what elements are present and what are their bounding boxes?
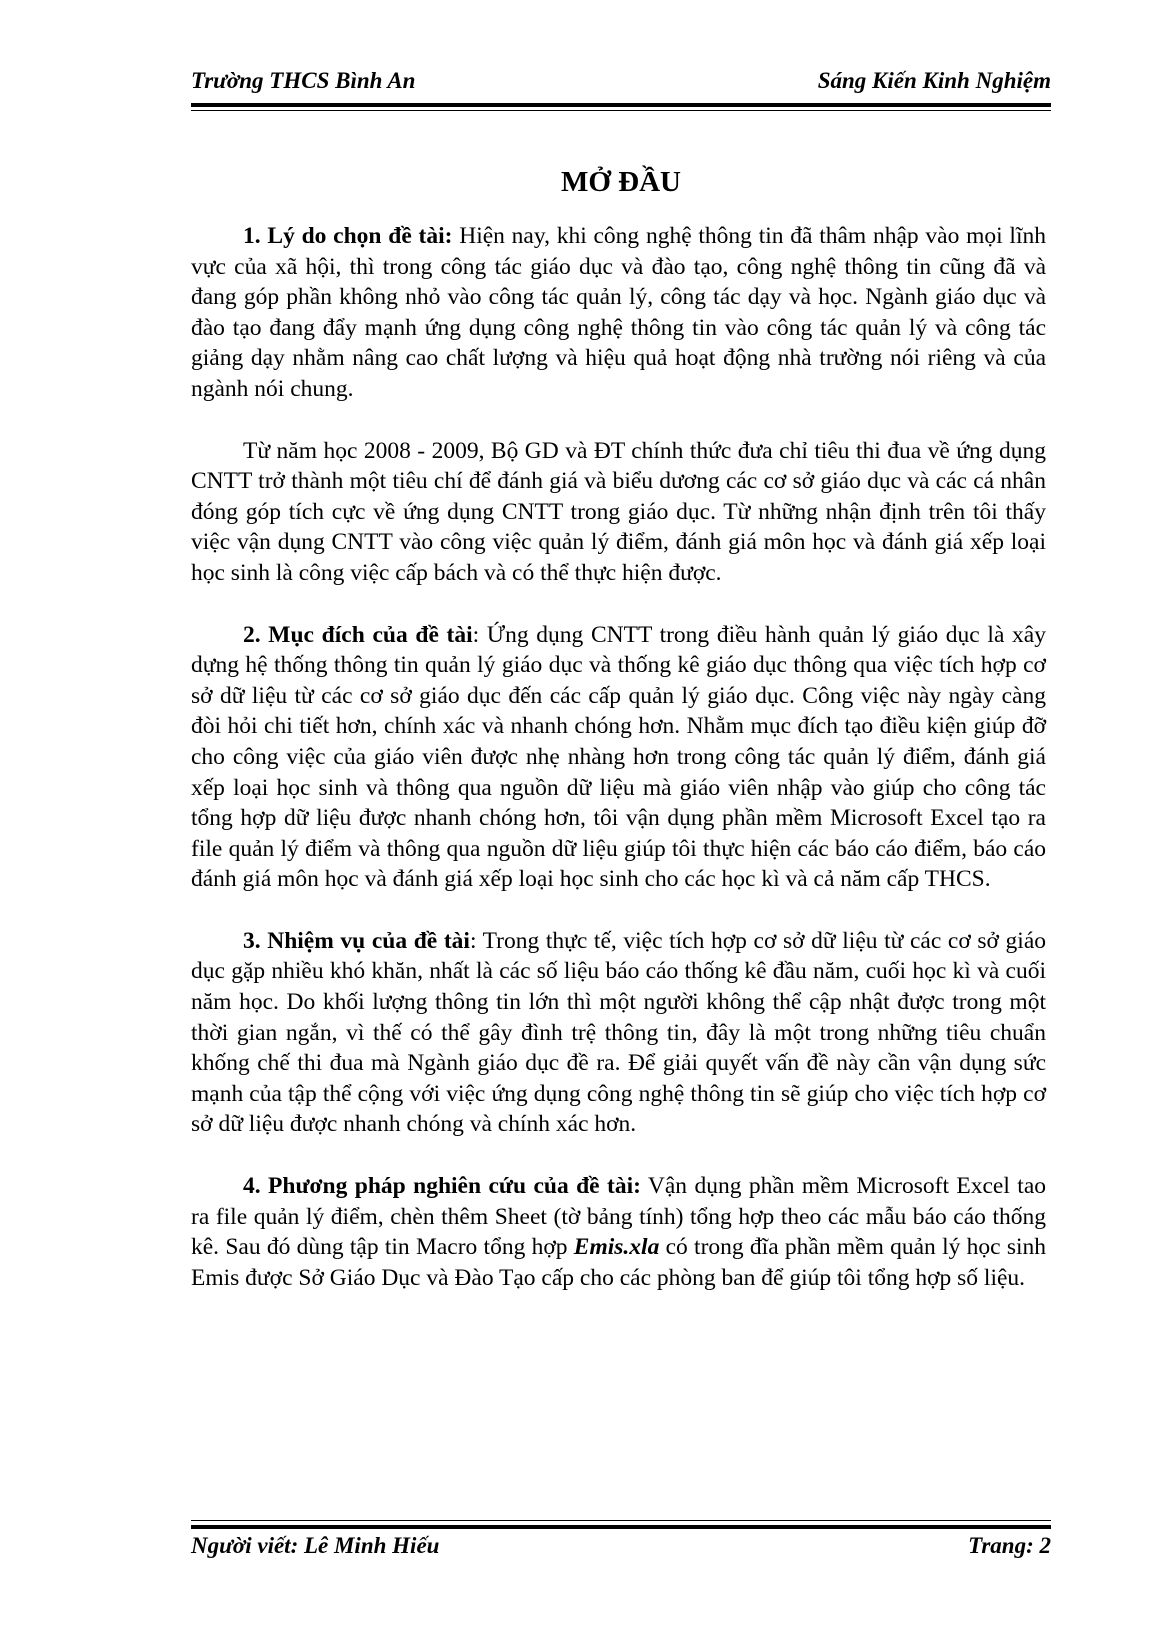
page-number: Trang: 2 <box>968 1533 1051 1558</box>
text-purpose: : Ứng dụng CNTT trong điều hành quản lý giáo dục là xây dựng hệ thống thông tin quản lý giáo dục và thống kê giáo dục thông qua việc tích hợp cơ sở dữ liệu từ các cơ sở giáo dục đến các cấp quản lý giáo dục. Công việc này ngày càng đòi hỏi chi tiết hơn, chính xác và nhanh chóng hơn. Nhằm mục đích tạo điều kiện giúp đỡ cho công việc của giáo viên được nhẹ nhàng hơn trong công tác quản lý điểm, đánh giá xếp loại học sinh và thông qua nguồn dữ liệu mà giáo viên nhập vào giúp cho công tác tổng hợp dữ liệu được nhanh chóng hơn, tôi vận dụng phần mềm Microsoft Excel tạo ra file quản lý điểm và thông qua nguồn dữ liệu giúp tôi thực hiện các báo cáo điểm, báo cáo đánh giá môn học và đánh giá xếp loại học sinh cho các học kì và cả năm cấp THCS. <box>191 621 1046 893</box>
text-reason: Hiện nay, khi công nghệ thông tin đã thâm nhập vào mọi lĩnh vực của xã hội, thì trong công tác giáo dục và đào tạo, công nghệ thông tin cũng đã và đang góp phần không nhỏ vào công tác quản lý, công tác dạy và học. Ngành giáo dục và đào tạo đang đẩy mạnh ứng dụng công nghệ thông tin vào công tác quản lý và công tác giảng dạy nhằm nâng cao chất lượng và hiệu quả hoạt động nhà trường nói riêng và của ngành nói chung. <box>191 223 1046 402</box>
heading-method: 4. Phương pháp nghiên cứu của đề tài: <box>243 1173 641 1200</box>
footer-rule-thick <box>191 1525 1051 1529</box>
heading-purpose: 2. Mục đích của đề tài <box>243 621 473 648</box>
header-rule-thick <box>191 103 1051 107</box>
school-name: Trường THCS Bình An <box>191 68 416 93</box>
text-method-before: Vận dụng phần mềm Microsoft Excel tao ra file quản lý điểm, chèn thêm Sheet (tờ bảng tính) tổng hợp theo các mẫu báo cáo thống kê. Sau đó dùng tập tin Macro tổng hợp <box>191 1173 1046 1261</box>
page-footer <box>191 1533 1051 1569</box>
text-background: Từ năm học 2008 - 2009, Bộ GD và ĐT chính thức đưa chỉ tiêu thi đua về ứng dụng CNTT trở thành một tiêu chí để đánh giá và biểu dương các cơ sở giáo dục và các cá nhân đóng góp tích cực về ứng dụng CNTT trong giáo dục. Từ những nhận định trên tôi thấy việc vận dụng CNTT vào công việc quản lý điểm, đánh giá môn học và đánh giá xếp loại học sinh là công việc cấp bách và có thể thực hiện được. <box>191 437 1046 586</box>
paragraph-method <box>191 1171 1046 1293</box>
page-title: MỞ ĐẦU <box>560 166 681 198</box>
heading-reason: 1. Lý do chọn đề tài: <box>243 223 453 249</box>
document-type: Sáng Kiến Kinh Nghiệm <box>817 68 1051 93</box>
text-tasks: : Trong thực tế, việc tích hợp cơ sở dữ liệu từ các cơ sở giáo dục gặp nhiều khó khăn, nhất là các số liệu báo cáo thống kê đầu năm, cuối học kì và cuối năm học. Do khối lượng thông tin lớn thì một người không thể cập nhật được trong một thời gian ngắn, vì thế có thể gây đình trệ thông tin, đây là một trong những tiêu chuẩn khống chế thi đua mà Ngành giáo dục đề ra. Để giải quyết vấn đề này cần vận dụng sức mạnh của tập thể cộng với việc ứng dụng công nghệ thông tin sẽ giúp cho việc tích hợp cơ sở dữ liệu được nhanh chóng và chính xác hơn. <box>191 927 1046 1138</box>
document-body <box>191 221 1046 1324</box>
author-name: Người viết: Lê Minh Hiếu <box>191 1533 440 1558</box>
text-method-after: có trong đĩa phần mềm quản lý học sinh Emis được Sở Giáo Dục và Đào Tạo cấp cho các phòng ban để giúp tôi tổng hợp số liệu. <box>191 1234 1046 1291</box>
footer-rule-thin <box>191 1520 1051 1521</box>
paragraph-background <box>191 436 1046 589</box>
header-rule-thin <box>191 110 1051 111</box>
paragraph-purpose <box>191 620 1046 895</box>
emis-file-name: Emis.xla <box>573 1234 660 1261</box>
paragraph-reason <box>191 221 1046 405</box>
page-header <box>191 68 1051 104</box>
paragraph-tasks <box>191 926 1046 1140</box>
heading-tasks: 3. Nhiệm vụ của đề tài <box>243 927 470 954</box>
